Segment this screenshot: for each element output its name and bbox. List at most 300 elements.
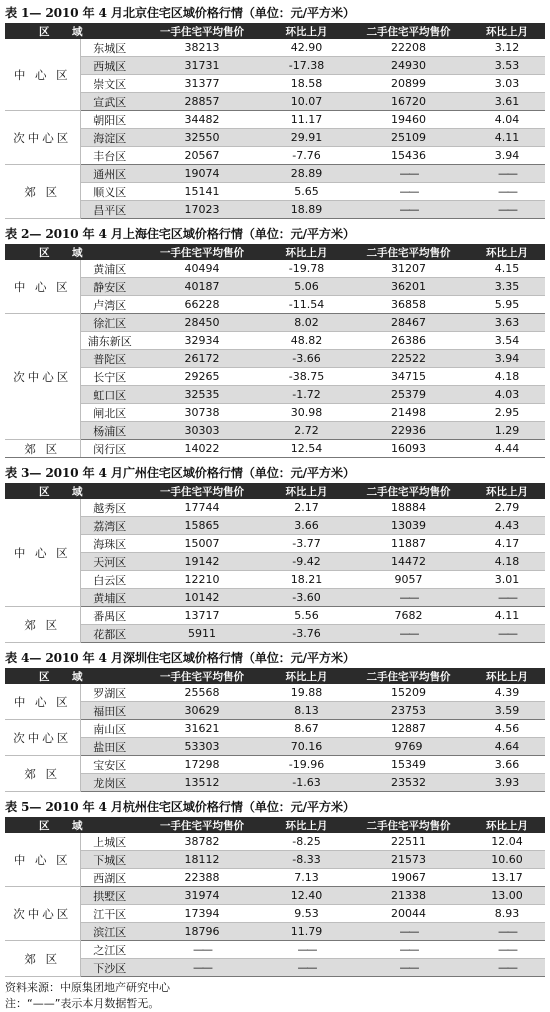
value-cell: 20899: [348, 75, 469, 93]
header-cell: 一手住宅平均售价: [139, 668, 265, 684]
district-name: 南山区: [80, 720, 139, 738]
value-cell: 14022: [139, 440, 265, 458]
value-cell: 12887: [348, 720, 469, 738]
district-name: 普陀区: [80, 350, 139, 368]
value-cell: -1.72: [265, 386, 348, 404]
value-cell: 32535: [139, 386, 265, 404]
header-cell: 环比上月: [469, 23, 545, 39]
notes: [5, 980, 545, 1012]
value-cell: 12.04: [469, 833, 545, 851]
value-cell: 12.54: [265, 440, 348, 458]
no-data-dash: ——: [193, 961, 211, 974]
value-cell: [469, 923, 545, 941]
value-cell: [348, 959, 469, 977]
table-header-row: [5, 483, 545, 499]
value-cell: 5.65: [265, 183, 348, 201]
value-cell: 19460: [348, 111, 469, 129]
table-header-row: [5, 817, 545, 833]
value-cell: 19067: [348, 869, 469, 887]
district-name: 西湖区: [80, 869, 139, 887]
value-cell: 29265: [139, 368, 265, 386]
table-row: [5, 39, 545, 57]
value-cell: 28.89: [265, 165, 348, 183]
value-cell: -38.75: [265, 368, 348, 386]
table-row: [5, 332, 545, 350]
table-row: [5, 260, 545, 278]
value-cell: 3.63: [469, 314, 545, 332]
price-table: [5, 483, 545, 643]
value-cell: 28450: [139, 314, 265, 332]
zone-label: 郊 区: [5, 941, 80, 977]
value-cell: 11887: [348, 535, 469, 553]
value-cell: [469, 201, 545, 219]
value-cell: 11.79: [265, 923, 348, 941]
value-cell: 24930: [348, 57, 469, 75]
value-cell: 15865: [139, 517, 265, 535]
value-cell: 3.12: [469, 39, 545, 57]
value-cell: 21338: [348, 887, 469, 905]
value-cell: 25379: [348, 386, 469, 404]
value-cell: 9.53: [265, 905, 348, 923]
no-data-dash: ——: [193, 943, 211, 956]
value-cell: 19.88: [265, 684, 348, 702]
value-cell: 18796: [139, 923, 265, 941]
zone-label: 中 心 区: [5, 833, 80, 887]
value-cell: -1.63: [265, 774, 348, 792]
table-header-row: [5, 668, 545, 684]
value-cell: 3.03: [469, 75, 545, 93]
value-cell: 15141: [139, 183, 265, 201]
no-data-dash: ——: [399, 167, 418, 180]
value-cell: 22522: [348, 350, 469, 368]
value-cell: 2.95: [469, 404, 545, 422]
table-row: [5, 702, 545, 720]
value-cell: 9057: [348, 571, 469, 589]
value-cell: [139, 941, 265, 959]
value-cell: 16093: [348, 440, 469, 458]
value-cell: 4.15: [469, 260, 545, 278]
value-cell: [139, 959, 265, 977]
header-cell: 环比上月: [265, 668, 348, 684]
value-cell: 70.16: [265, 738, 348, 756]
value-cell: 21573: [348, 851, 469, 869]
district-name: 西城区: [80, 57, 139, 75]
header-cell: 一手住宅平均售价: [139, 483, 265, 499]
district-name: 闸北区: [80, 404, 139, 422]
no-data-dash: ——: [399, 591, 418, 604]
value-cell: 22388: [139, 869, 265, 887]
value-cell: 18884: [348, 499, 469, 517]
value-cell: 3.54: [469, 332, 545, 350]
zone-label: 中 心 区: [5, 684, 80, 720]
value-cell: 14472: [348, 553, 469, 571]
price-table-block: [5, 225, 545, 464]
value-cell: 3.66: [469, 756, 545, 774]
no-data-dash: ——: [297, 943, 316, 956]
table-row: [5, 440, 545, 458]
value-cell: -9.42: [265, 553, 348, 571]
district-name: 顺义区: [80, 183, 139, 201]
table-row: [5, 589, 545, 607]
district-name: 东城区: [80, 39, 139, 57]
value-cell: 4.11: [469, 129, 545, 147]
value-cell: -3.66: [265, 350, 348, 368]
table-row: [5, 720, 545, 738]
zone-label: 郊 区: [5, 165, 80, 219]
header-region: 区 域: [5, 483, 139, 499]
value-cell: 31377: [139, 75, 265, 93]
value-cell: 17744: [139, 499, 265, 517]
value-cell: 4.44: [469, 440, 545, 458]
no-data-dash: ——: [399, 961, 418, 974]
no-data-dash: ——: [498, 591, 516, 604]
district-name: 昌平区: [80, 201, 139, 219]
district-name: 江干区: [80, 905, 139, 923]
value-cell: 15007: [139, 535, 265, 553]
table-row: [5, 278, 545, 296]
value-cell: 4.04: [469, 111, 545, 129]
value-cell: -19.78: [265, 260, 348, 278]
value-cell: -19.96: [265, 756, 348, 774]
district-name: 天河区: [80, 553, 139, 571]
table-row: [5, 887, 545, 905]
value-cell: 12210: [139, 571, 265, 589]
value-cell: 7682: [348, 607, 469, 625]
table-row: [5, 111, 545, 129]
value-cell: 8.13: [265, 702, 348, 720]
value-cell: 10.07: [265, 93, 348, 111]
value-cell: 22208: [348, 39, 469, 57]
value-cell: 4.11: [469, 607, 545, 625]
district-name: 海淀区: [80, 129, 139, 147]
value-cell: 4.56: [469, 720, 545, 738]
zone-label: 次中心区: [5, 720, 80, 756]
table-row: [5, 941, 545, 959]
district-name: 海珠区: [80, 535, 139, 553]
value-cell: 26386: [348, 332, 469, 350]
value-cell: 3.59: [469, 702, 545, 720]
value-cell: 19142: [139, 553, 265, 571]
no-data-dash: ——: [498, 961, 516, 974]
district-name: 杨浦区: [80, 422, 139, 440]
district-name: 崇文区: [80, 75, 139, 93]
value-cell: 2.72: [265, 422, 348, 440]
value-cell: 4.43: [469, 517, 545, 535]
value-cell: 31207: [348, 260, 469, 278]
table-row: [5, 625, 545, 643]
price-table: [5, 244, 545, 458]
district-name: 之江区: [80, 941, 139, 959]
value-cell: 17298: [139, 756, 265, 774]
table-row: [5, 607, 545, 625]
value-cell: -3.76: [265, 625, 348, 643]
value-cell: [265, 941, 348, 959]
no-data-dash: ——: [399, 943, 418, 956]
value-cell: [469, 941, 545, 959]
table-row: [5, 499, 545, 517]
district-name: 黄浦区: [80, 260, 139, 278]
header-cell: 二手住宅平均售价: [348, 23, 469, 39]
zone-label: 次中心区: [5, 887, 80, 941]
value-cell: 31621: [139, 720, 265, 738]
header-cell: 环比上月: [469, 817, 545, 833]
header-region: 区 域: [5, 244, 139, 260]
value-cell: 23532: [348, 774, 469, 792]
value-cell: -17.38: [265, 57, 348, 75]
table-row: [5, 386, 545, 404]
table-row: [5, 147, 545, 165]
district-name: 下沙区: [80, 959, 139, 977]
header-cell: 二手住宅平均售价: [348, 244, 469, 260]
district-name: 浦东新区: [80, 332, 139, 350]
value-cell: 4.17: [469, 535, 545, 553]
value-cell: [265, 959, 348, 977]
value-cell: 18.21: [265, 571, 348, 589]
zone-label: 郊 区: [5, 607, 80, 643]
value-cell: 30629: [139, 702, 265, 720]
value-cell: 3.01: [469, 571, 545, 589]
value-cell: 8.67: [265, 720, 348, 738]
district-name: 宣武区: [80, 93, 139, 111]
price-table: [5, 668, 545, 792]
value-cell: 38213: [139, 39, 265, 57]
district-name: 丰台区: [80, 147, 139, 165]
source-note: 资料来源：中原集团地产研究中心: [5, 981, 170, 994]
value-cell: 30303: [139, 422, 265, 440]
value-cell: 5911: [139, 625, 265, 643]
no-data-dash: ——: [399, 203, 418, 216]
table-row: [5, 756, 545, 774]
value-cell: 16720: [348, 93, 469, 111]
dash-note: 注：“——”表示本月数据暂无。: [5, 997, 160, 1010]
value-cell: 31731: [139, 57, 265, 75]
value-cell: 4.18: [469, 368, 545, 386]
value-cell: 15436: [348, 147, 469, 165]
value-cell: [348, 201, 469, 219]
table-row: [5, 57, 545, 75]
table-row: [5, 183, 545, 201]
table-title: 表 1— 2010 年 4 月北京住宅区域价格行情（单位：元/平方米）: [5, 6, 355, 20]
value-cell: 1.29: [469, 422, 545, 440]
district-name: 盐田区: [80, 738, 139, 756]
no-data-dash: ——: [498, 185, 516, 198]
table-title: 表 4— 2010 年 4 月深圳住宅区域价格行情（单位：元/平方米）: [5, 651, 355, 665]
table-row: [5, 535, 545, 553]
table-row: [5, 350, 545, 368]
table-row: [5, 201, 545, 219]
value-cell: 38782: [139, 833, 265, 851]
value-cell: [348, 183, 469, 201]
value-cell: 13.17: [469, 869, 545, 887]
value-cell: 5.95: [469, 296, 545, 314]
value-cell: 23753: [348, 702, 469, 720]
table-row: [5, 833, 545, 851]
value-cell: 5.06: [265, 278, 348, 296]
table-row: [5, 905, 545, 923]
value-cell: 30.98: [265, 404, 348, 422]
value-cell: 10.60: [469, 851, 545, 869]
value-cell: -11.54: [265, 296, 348, 314]
value-cell: 15349: [348, 756, 469, 774]
value-cell: 21498: [348, 404, 469, 422]
district-name: 荔湾区: [80, 517, 139, 535]
value-cell: 29.91: [265, 129, 348, 147]
value-cell: 3.35: [469, 278, 545, 296]
district-name: 拱墅区: [80, 887, 139, 905]
header-cell: 一手住宅平均售价: [139, 23, 265, 39]
table-header-row: [5, 23, 545, 39]
value-cell: [348, 589, 469, 607]
table-row: [5, 165, 545, 183]
value-cell: [469, 165, 545, 183]
value-cell: 32934: [139, 332, 265, 350]
value-cell: 4.64: [469, 738, 545, 756]
table-title: 表 2— 2010 年 4 月上海住宅区域价格行情（单位：元/平方米）: [5, 227, 355, 241]
table-row: [5, 923, 545, 941]
value-cell: 11.17: [265, 111, 348, 129]
value-cell: 18112: [139, 851, 265, 869]
zone-label: 中 心 区: [5, 39, 80, 111]
no-data-dash: ——: [297, 961, 316, 974]
value-cell: 8.93: [469, 905, 545, 923]
value-cell: 26172: [139, 350, 265, 368]
value-cell: 3.94: [469, 350, 545, 368]
value-cell: 48.82: [265, 332, 348, 350]
header-cell: 环比上月: [265, 23, 348, 39]
district-name: 通州区: [80, 165, 139, 183]
district-name: 越秀区: [80, 499, 139, 517]
value-cell: 13.00: [469, 887, 545, 905]
value-cell: 31974: [139, 887, 265, 905]
header-region: 区 域: [5, 23, 139, 39]
no-data-dash: ——: [498, 167, 516, 180]
value-cell: [469, 959, 545, 977]
price-table: [5, 23, 545, 219]
table-title: 表 3— 2010 年 4 月广州住宅区域价格行情（单位：元/平方米）: [5, 466, 355, 480]
value-cell: [469, 183, 545, 201]
no-data-dash: ——: [498, 627, 516, 640]
header-cell: 一手住宅平均售价: [139, 244, 265, 260]
district-name: 下城区: [80, 851, 139, 869]
table-row: [5, 314, 545, 332]
price-table-block: [5, 464, 545, 649]
table-row: [5, 553, 545, 571]
value-cell: 36858: [348, 296, 469, 314]
value-cell: [348, 625, 469, 643]
header-region: 区 域: [5, 817, 139, 833]
value-cell: [469, 589, 545, 607]
header-cell: 环比上月: [469, 483, 545, 499]
value-cell: 3.61: [469, 93, 545, 111]
value-cell: 7.13: [265, 869, 348, 887]
value-cell: 5.56: [265, 607, 348, 625]
district-name: 番禺区: [80, 607, 139, 625]
district-name: 静安区: [80, 278, 139, 296]
district-name: 徐汇区: [80, 314, 139, 332]
value-cell: 25568: [139, 684, 265, 702]
value-cell: 66228: [139, 296, 265, 314]
value-cell: -8.33: [265, 851, 348, 869]
value-cell: 40494: [139, 260, 265, 278]
table-row: [5, 851, 545, 869]
zone-label: 郊 区: [5, 756, 80, 792]
value-cell: 40187: [139, 278, 265, 296]
table-row: [5, 93, 545, 111]
district-name: 宝安区: [80, 756, 139, 774]
price-table-block: [5, 798, 545, 977]
value-cell: 34482: [139, 111, 265, 129]
header-region: 区 域: [5, 668, 139, 684]
zone-label: 郊 区: [5, 440, 80, 458]
table-row: [5, 738, 545, 756]
header-cell: 二手住宅平均售价: [348, 817, 469, 833]
value-cell: 20567: [139, 147, 265, 165]
value-cell: 36201: [348, 278, 469, 296]
value-cell: 9769: [348, 738, 469, 756]
value-cell: 3.53: [469, 57, 545, 75]
district-name: 闵行区: [80, 440, 139, 458]
value-cell: 17394: [139, 905, 265, 923]
value-cell: 2.79: [469, 499, 545, 517]
district-name: 卢湾区: [80, 296, 139, 314]
value-cell: 13512: [139, 774, 265, 792]
value-cell: -7.76: [265, 147, 348, 165]
table-header-row: [5, 244, 545, 260]
value-cell: 19074: [139, 165, 265, 183]
value-cell: 4.18: [469, 553, 545, 571]
district-name: 黄埔区: [80, 589, 139, 607]
district-name: 罗湖区: [80, 684, 139, 702]
table-row: [5, 129, 545, 147]
header-cell: 一手住宅平均售价: [139, 817, 265, 833]
value-cell: 18.89: [265, 201, 348, 219]
table-row: [5, 422, 545, 440]
header-cell: 环比上月: [265, 817, 348, 833]
table-row: [5, 869, 545, 887]
header-cell: 环比上月: [265, 244, 348, 260]
district-name: 花都区: [80, 625, 139, 643]
district-name: 白云区: [80, 571, 139, 589]
value-cell: 12.40: [265, 887, 348, 905]
value-cell: 3.66: [265, 517, 348, 535]
value-cell: 30738: [139, 404, 265, 422]
value-cell: 22511: [348, 833, 469, 851]
no-data-dash: ——: [399, 185, 418, 198]
value-cell: 4.39: [469, 684, 545, 702]
district-name: 福田区: [80, 702, 139, 720]
value-cell: 25109: [348, 129, 469, 147]
district-name: 虹口区: [80, 386, 139, 404]
value-cell: [348, 923, 469, 941]
table-row: [5, 368, 545, 386]
district-name: 滨江区: [80, 923, 139, 941]
table-row: [5, 517, 545, 535]
zone-label: 中 心 区: [5, 499, 80, 607]
no-data-dash: ——: [498, 203, 516, 216]
value-cell: 20044: [348, 905, 469, 923]
table-row: [5, 75, 545, 93]
table-row: [5, 959, 545, 977]
zone-label: 次中心区: [5, 314, 80, 440]
value-cell: 22936: [348, 422, 469, 440]
no-data-dash: ——: [498, 925, 516, 938]
district-name: 朝阳区: [80, 111, 139, 129]
value-cell: [348, 165, 469, 183]
zone-label: 中 心 区: [5, 260, 80, 314]
value-cell: 10142: [139, 589, 265, 607]
value-cell: 32550: [139, 129, 265, 147]
value-cell: 3.93: [469, 774, 545, 792]
